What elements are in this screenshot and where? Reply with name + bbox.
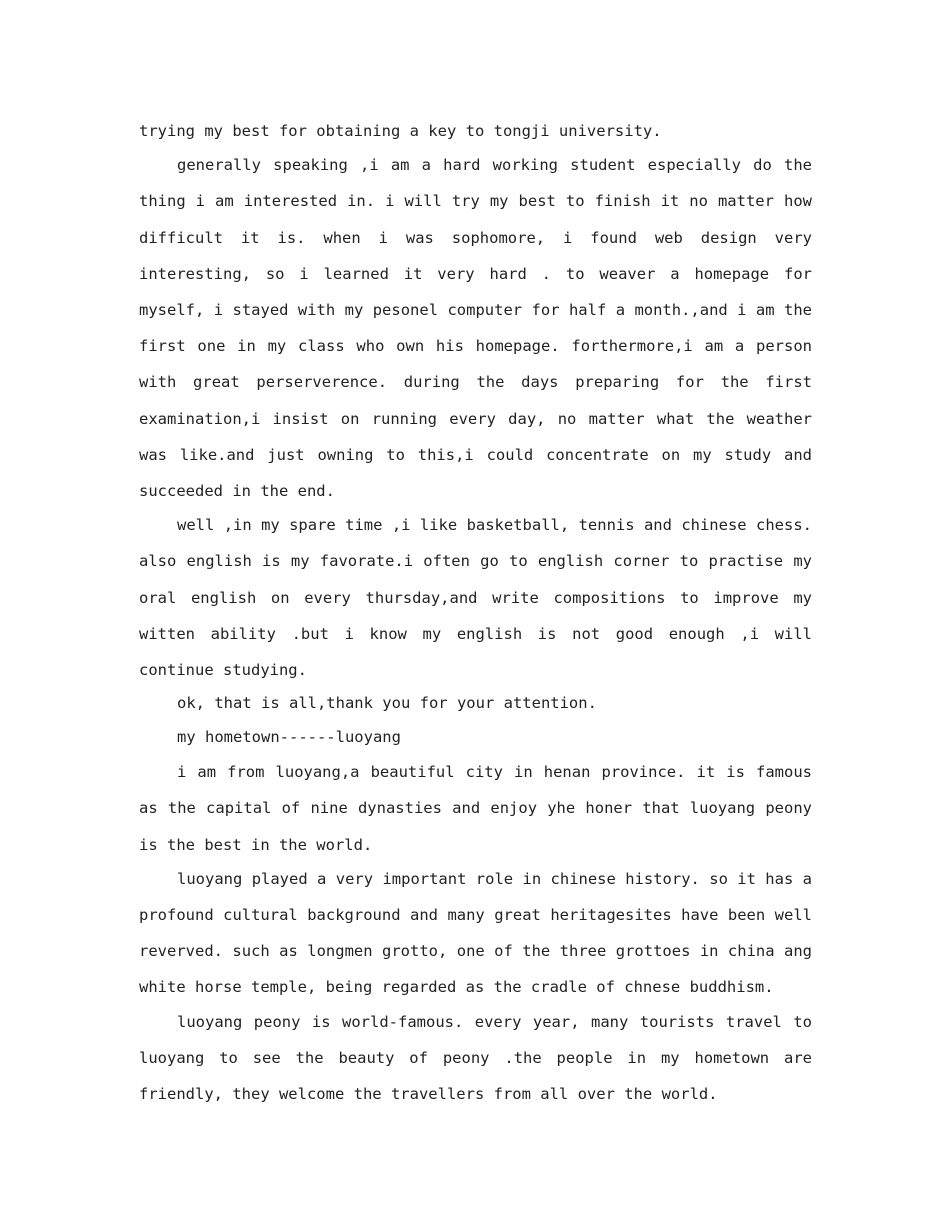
paragraph-luoyang-intro: i am from luoyang,a beautiful city in henan province. it is famous as the capital of nine dynasties and enjoy yhe honer that luoyang peony is the best in the world. [139,763,812,854]
section-heading-hometown: my hometown------luoyang [177,728,401,747]
paragraph-continuation: trying my best for obtaining a key to tongji university. [139,122,662,140]
paragraph-closing: ok, that is all,thank you for your attention. [177,694,597,713]
paragraph-hard-working: generally speaking ,i am a hard working student especially do the thing i am interested in. i will try my best to finish it no matter how difficult it is. when i was sophomore, i found web design very interesting, so i learned it very hard . to weaver a homepage for myself, i stayed with my pesonel computer for half a month.,and i am the first one in my class who own his homepage. forthermore,i am a person with great perserverence. during the days preparing for the first examination,i insist on running every day, no matter what the weather was like.and just owning to this,i could concentrate on my study and succeeded in the end. [139,156,812,501]
paragraph-luoyang-history: luoyang played a very important role in chinese history. so it has a profound cultural background and many great heritagesites have been well reverved. such as longmen grotto, one of the three grottoes in china ang white horse temple, being regarded as the cradle of chnese buddhism. [139,869,812,997]
paragraph-spare-time: well ,in my spare time ,i like basketball, tennis and chinese chess. also english is my favorate.i often go to english corner to practise my oral english on every thursday,and write compositions to improve my witten ability .but i know my english is not good enough ,i will continue studying. [139,516,812,680]
document-body [139,113,812,1110]
paragraph-luoyang-peony: luoyang peony is world-famous. every year, many tourists travel to luoyang to see the beauty of peony .the people in my hometown are friendly, they welcome the travellers from all over the world. [139,1012,812,1104]
